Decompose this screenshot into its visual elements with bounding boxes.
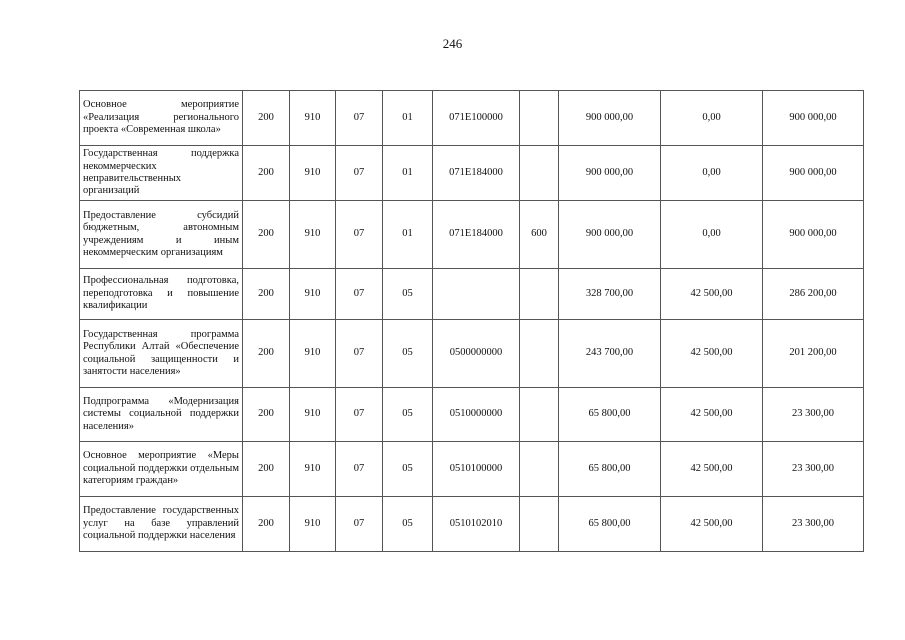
- subsection-code: 01: [383, 201, 433, 269]
- table-row: [80, 269, 864, 320]
- expense-type-code: [520, 269, 559, 320]
- department-code: 910: [290, 320, 336, 388]
- row-name: Подпрограмма «Модернизация системы социальной поддержки населения»: [80, 388, 243, 442]
- federal-amount: 42 500,00: [661, 497, 763, 552]
- section-code: 07: [336, 388, 383, 442]
- federal-amount: 0,00: [661, 146, 763, 201]
- total-amount: 900 000,00: [559, 201, 661, 269]
- table-row: [80, 201, 864, 269]
- table-row: [80, 91, 864, 146]
- expense-type-code: [520, 497, 559, 552]
- department-code: 910: [290, 146, 336, 201]
- row-name: Основное мероприятие «Реализация регионального проекта «Современная школа»: [80, 91, 243, 146]
- expense-type-code: [520, 91, 559, 146]
- table-row: [80, 442, 864, 497]
- regional-amount: 900 000,00: [763, 201, 864, 269]
- grbs-code: 200: [243, 497, 290, 552]
- subsection-code: 01: [383, 146, 433, 201]
- table-row: [80, 497, 864, 552]
- federal-amount: 42 500,00: [661, 388, 763, 442]
- total-amount: 243 700,00: [559, 320, 661, 388]
- row-name: Основное мероприятие «Меры социальной поддержки отдельным категориям граждан»: [80, 442, 243, 497]
- target-article-code: 071E100000: [433, 91, 520, 146]
- target-article-code: 071E184000: [433, 201, 520, 269]
- subsection-code: 05: [383, 320, 433, 388]
- target-article-code: 071E184000: [433, 146, 520, 201]
- total-amount: 65 800,00: [559, 388, 661, 442]
- row-name: Предоставление субсидий бюджетным, автономным учреждениям и иным некоммерческим организациям: [80, 201, 243, 269]
- table-row: [80, 320, 864, 388]
- target-article-code: 0500000000: [433, 320, 520, 388]
- page-number: 246: [442, 36, 463, 51]
- department-code: 910: [290, 497, 336, 552]
- grbs-code: 200: [243, 320, 290, 388]
- section-code: 07: [336, 201, 383, 269]
- target-article-code: 0510000000: [433, 388, 520, 442]
- expense-type-code: [520, 442, 559, 497]
- table-body: [80, 91, 864, 552]
- subsection-code: 05: [383, 442, 433, 497]
- department-code: 910: [290, 201, 336, 269]
- section-code: 07: [336, 442, 383, 497]
- department-code: 910: [290, 269, 336, 320]
- regional-amount: 23 300,00: [763, 497, 864, 552]
- subsection-code: 05: [383, 269, 433, 320]
- section-code: 07: [336, 91, 383, 146]
- regional-amount: 286 200,00: [763, 269, 864, 320]
- row-name: Профессиональная подготовка, переподготовка и повышение квалификации: [80, 269, 243, 320]
- table-row: [80, 146, 864, 201]
- expense-type-code: [520, 320, 559, 388]
- expense-type-code: [520, 146, 559, 201]
- total-amount: 328 700,00: [559, 269, 661, 320]
- section-code: 07: [336, 269, 383, 320]
- subsection-code: 01: [383, 91, 433, 146]
- expense-type-code: [520, 388, 559, 442]
- target-article-code: [433, 269, 520, 320]
- department-code: 910: [290, 91, 336, 146]
- federal-amount: 42 500,00: [661, 269, 763, 320]
- section-code: 07: [336, 146, 383, 201]
- regional-amount: 201 200,00: [763, 320, 864, 388]
- regional-amount: 23 300,00: [763, 388, 864, 442]
- total-amount: 900 000,00: [559, 146, 661, 201]
- total-amount: 65 800,00: [559, 442, 661, 497]
- grbs-code: 200: [243, 91, 290, 146]
- row-name: Государственная программа Республики Алтай «Обеспечение социальной защищенности и занятости населения»: [80, 320, 243, 388]
- federal-amount: 0,00: [661, 201, 763, 269]
- federal-amount: 42 500,00: [661, 320, 763, 388]
- total-amount: 900 000,00: [559, 91, 661, 146]
- grbs-code: 200: [243, 269, 290, 320]
- target-article-code: 0510102010: [433, 497, 520, 552]
- department-code: 910: [290, 442, 336, 497]
- grbs-code: 200: [243, 146, 290, 201]
- grbs-code: 200: [243, 442, 290, 497]
- regional-amount: 900 000,00: [763, 146, 864, 201]
- regional-amount: 900 000,00: [763, 91, 864, 146]
- total-amount: 65 800,00: [559, 497, 661, 552]
- expense-type-code: 600: [520, 201, 559, 269]
- subsection-code: 05: [383, 388, 433, 442]
- row-name: Государственная поддержка некоммерческих неправительственных организаций: [80, 146, 243, 201]
- section-code: 07: [336, 497, 383, 552]
- table-row: [80, 388, 864, 442]
- budget-table: [79, 90, 864, 552]
- regional-amount: 23 300,00: [763, 442, 864, 497]
- grbs-code: 200: [243, 201, 290, 269]
- department-code: 910: [290, 388, 336, 442]
- federal-amount: 0,00: [661, 91, 763, 146]
- target-article-code: 0510100000: [433, 442, 520, 497]
- section-code: 07: [336, 320, 383, 388]
- federal-amount: 42 500,00: [661, 442, 763, 497]
- grbs-code: 200: [243, 388, 290, 442]
- subsection-code: 05: [383, 497, 433, 552]
- row-name: Предоставление государственных услуг на базе управлений социальной поддержки населения: [80, 497, 243, 552]
